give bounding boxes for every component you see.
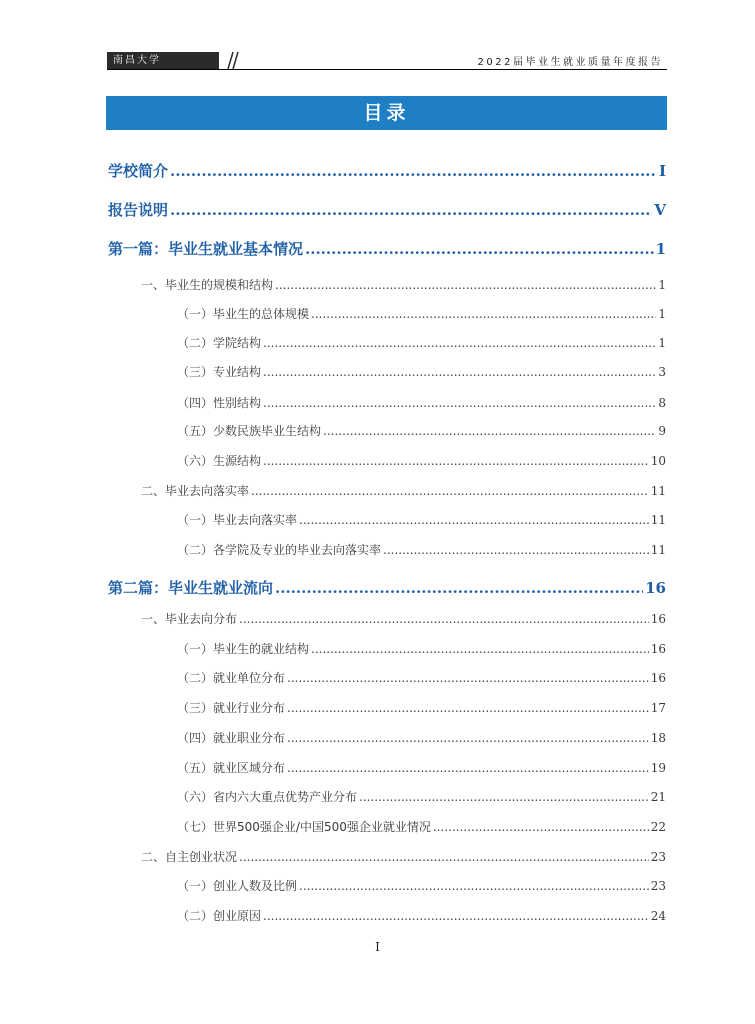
toc-entry[interactable] [177, 699, 666, 716]
toc-leader-dots [263, 365, 656, 379]
toc-entry-label: （一）毕业生的就业结构 [177, 642, 310, 656]
toc-entry[interactable] [141, 482, 666, 499]
toc-leader-dots [239, 612, 649, 626]
toc-leader-dots [323, 424, 656, 438]
toc-entry[interactable] [177, 788, 666, 805]
toc-leader-dots [287, 761, 649, 775]
toc-entry[interactable] [177, 452, 666, 469]
page-number: I [375, 940, 380, 954]
toc-entry-page: 11 [650, 543, 666, 557]
toc-entry[interactable] [177, 877, 666, 894]
toc-leader-dots [275, 278, 656, 292]
toc-leader-dots [311, 642, 649, 656]
toc-leader-dots [170, 162, 657, 180]
toc-entry-label: 二、自主创业状况 [141, 850, 238, 864]
toc-entry-page: 11 [650, 484, 666, 498]
toc-entry[interactable] [177, 305, 666, 322]
toc-leader-dots [287, 671, 649, 685]
toc-entry[interactable] [177, 363, 666, 380]
toc-leader-dots [275, 579, 643, 597]
toc-entry-page: 3 [658, 365, 666, 379]
toc-entry-page: 24 [650, 909, 666, 923]
report-title: 2022届毕业生就业质量年度报告 [477, 57, 663, 68]
toc-leader-dots [287, 701, 649, 715]
toc-entry-page: 21 [650, 790, 666, 804]
toc-entry-page: 10 [650, 454, 666, 468]
toc-entry-page: 23 [650, 879, 666, 893]
header-divider [107, 69, 667, 70]
toc-entry-label: 第一篇：毕业生就业基本情况 [108, 240, 304, 258]
toc-entry[interactable] [177, 422, 666, 439]
toc-leader-dots [251, 484, 649, 498]
university-logo: 南昌大学 [107, 52, 219, 69]
toc-entry[interactable] [108, 160, 666, 181]
toc-entry-page: 16 [650, 642, 666, 656]
toc-entry-label: 一、毕业生的规模和结构 [141, 278, 274, 292]
toc-entry-label: 二、毕业去向落实率 [141, 484, 250, 498]
toc-entry-page: 22 [650, 820, 666, 834]
toc-entry-label: （二）学院结构 [177, 336, 262, 350]
toc-leader-dots [287, 731, 649, 745]
toc-entry[interactable] [108, 577, 666, 598]
toc-leader-dots [299, 879, 649, 893]
toc-entry-label: 一、毕业去向分布 [141, 612, 238, 626]
toc-entry[interactable] [177, 669, 666, 686]
toc-leader-dots [263, 909, 649, 923]
toc-entry[interactable] [177, 729, 666, 746]
toc-entry-page: 1 [655, 240, 666, 258]
toc-entry-page: 1 [658, 336, 666, 350]
toc-entry-page: 8 [658, 396, 666, 410]
toc-entry-page: 16 [645, 579, 666, 597]
header-slash-decoration [223, 52, 243, 69]
toc-entry-page: 16 [650, 612, 666, 626]
toc-entry-label: 报告说明 [108, 201, 169, 219]
toc-entry-label: 学校简介 [108, 162, 169, 180]
toc-entry-label: （六）生源结构 [177, 454, 262, 468]
toc-entry-label: （五）就业区域分布 [177, 761, 286, 775]
toc-entry-label: （二）各学院及专业的毕业去向落实率 [177, 543, 382, 557]
toc-leader-dots [263, 336, 656, 350]
toc-entry[interactable] [177, 907, 666, 924]
toc-entry[interactable] [141, 276, 666, 293]
toc-entry-page: 1 [658, 278, 666, 292]
toc-leader-dots [299, 513, 649, 527]
toc-entry[interactable] [177, 541, 666, 558]
page-header [107, 52, 667, 69]
toc-leader-dots [359, 790, 649, 804]
toc-entry-label: （一）毕业生的总体规模 [177, 307, 310, 321]
toc-entry-label: （二）就业单位分布 [177, 671, 286, 685]
toc-entry-page: 1 [658, 307, 666, 321]
toc-entry[interactable] [141, 848, 666, 865]
toc-entry[interactable] [108, 238, 666, 259]
toc-entry[interactable] [177, 394, 666, 411]
toc-entry-page: 16 [650, 671, 666, 685]
toc-entry-page: 9 [658, 424, 666, 438]
toc-entry-label: （七）世界500强企业/中国500强企业就业情况 [177, 820, 431, 834]
toc-leader-dots [311, 307, 656, 321]
toc-entry-label: （六）省内六大重点优势产业分布 [177, 790, 358, 804]
toc-entry[interactable] [177, 334, 666, 351]
toc-entry[interactable] [177, 818, 666, 835]
toc-entry-page: 19 [650, 761, 666, 775]
toc-leader-dots [263, 454, 649, 468]
toc-entry[interactable] [108, 199, 666, 220]
toc-title: 目录 [106, 96, 667, 130]
toc-entry-label: （二）创业原因 [177, 909, 262, 923]
toc-entry-page: 23 [650, 850, 666, 864]
toc-entry-label: （一）创业人数及比例 [177, 879, 298, 893]
toc-entry-label: （四）性别结构 [177, 396, 262, 410]
toc-entry-page: V [654, 201, 666, 219]
toc-entry[interactable] [177, 759, 666, 776]
toc-leader-dots [305, 240, 654, 258]
toc-entry[interactable] [177, 640, 666, 657]
toc-entry-label: （三）专业结构 [177, 365, 262, 379]
toc-entry-label: （三）就业行业分布 [177, 701, 286, 715]
toc-leader-dots [239, 850, 649, 864]
toc-entry-page: 17 [650, 701, 666, 715]
toc-entry-label: （四）就业职业分布 [177, 731, 286, 745]
toc-entry-page: I [658, 162, 666, 180]
toc-leader-dots [170, 201, 652, 219]
toc-entry[interactable] [177, 511, 666, 528]
toc-entry-page: 18 [650, 731, 666, 745]
toc-leader-dots [383, 543, 649, 557]
toc-leader-dots [263, 396, 656, 410]
toc-entry-label: 第二篇：毕业生就业流向 [108, 579, 274, 597]
toc-entry-page: 11 [650, 513, 666, 527]
toc-leader-dots [433, 820, 649, 834]
toc-entry[interactable] [141, 610, 666, 627]
toc-entry-label: （五）少数民族毕业生结构 [177, 424, 322, 438]
toc-entry-label: （一）毕业去向落实率 [177, 513, 298, 527]
